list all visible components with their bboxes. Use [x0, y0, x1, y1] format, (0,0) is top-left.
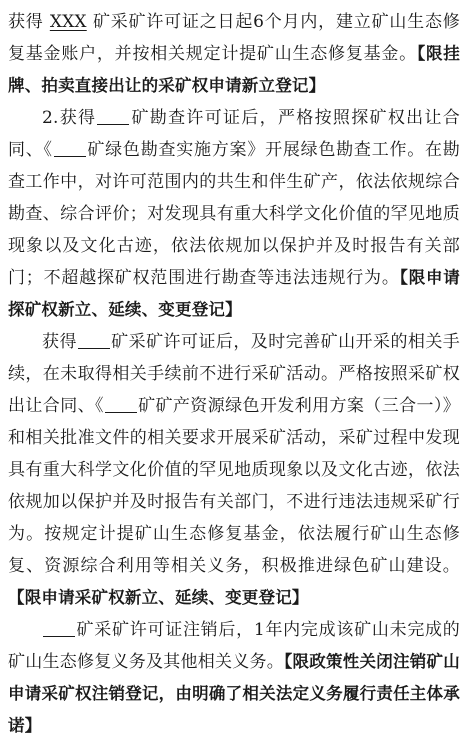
text-segment: 矿采矿许可证注销后，1年内完成该矿山未完成的矿山生态修复义务及其他相关义务。: [8, 620, 460, 672]
blank-line: [97, 106, 129, 125]
blank-line: [105, 394, 137, 413]
scope-tag: 【限申请采矿权新立、延续、变更登记】: [8, 588, 309, 607]
blank-line: [78, 330, 110, 349]
paragraph-4: [8, 614, 460, 742]
scope-tag: 【限挂牌、拍卖直接出让的采矿权申请新立登记】: [8, 44, 460, 95]
document-body: [8, 6, 460, 742]
paragraph-1: [8, 6, 460, 102]
text-segment: 2.获得: [42, 108, 97, 128]
blank-line: [54, 138, 86, 157]
text-segment: 矿勘查许可证后，严格按照探矿权出让合同、《: [8, 108, 460, 160]
text-segment: 矿采矿许可证后，及时完善矿山开采的相关手续，在未取得相关手续前不进行采矿活动。严格按照采矿权出让合同、《: [8, 332, 461, 416]
text-segment: 矿采矿许可证之日起6个月内，建立矿山生态修复基金账户，并按相关规定计提矿山生态修复基金。: [8, 12, 460, 64]
scope-tag: 【限申请探矿权新立、延续、变更登记】: [8, 268, 460, 319]
text-segment: 获得: [42, 332, 77, 352]
blank-line: [43, 618, 75, 637]
paragraph-2: [8, 102, 460, 326]
text-segment: 矿矿产资源绿色开发利用方案（三合一）》和相关批准文件的相关要求开展采矿活动，采矿过程中发现具有重大科学文化价值的罕见地质现象以及文化古迹，依法依规加以保护并及时报告有关部门，不进行违法违规采矿行为。按规定计提矿山生态修复基金，依法履行矿山生态修复、资源综合利用等相关义务，积极推进绿色矿山建设。: [8, 396, 460, 576]
text-segment: 获得: [8, 12, 50, 32]
text-segment: 矿绿色勘查实施方案》开展绿色勘查工作。在勘查工作中，对许可范围内的共生和伴生矿产，依法依规综合勘查、综合评价；对发现具有重大科学文化价值的罕见地质现象以及文化古迹，依法依规加以保护并及时报告有关部门；不超越探矿权范围进行勘查等违法违规行为。: [8, 140, 460, 288]
scope-tag: 【限政策性关闭注销矿山申请采矿权注销登记，由明确了相关法定义务履行责任主体承诺】: [8, 652, 460, 735]
filled-blank: XXX: [49, 12, 87, 32]
paragraph-3: [8, 326, 460, 614]
